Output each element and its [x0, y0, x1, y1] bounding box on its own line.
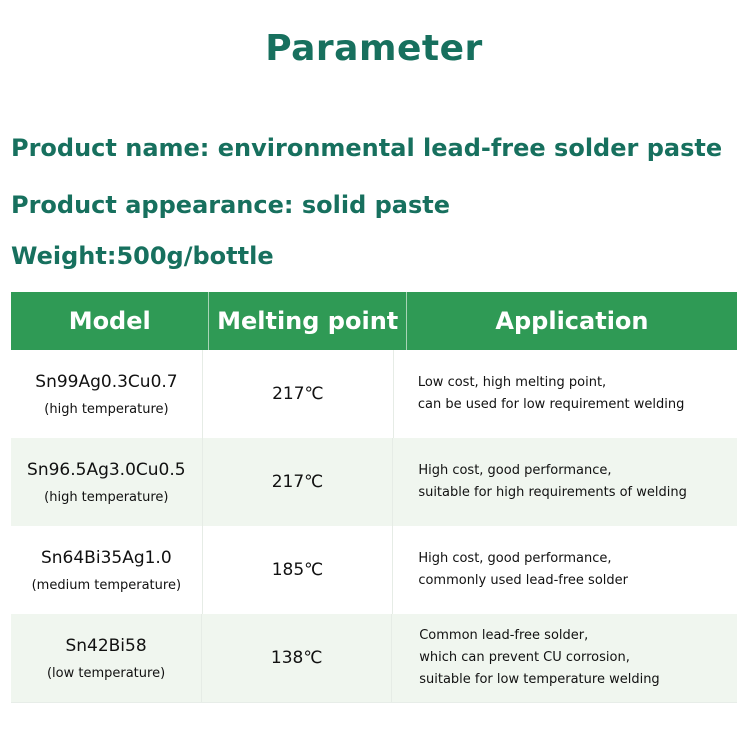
application-cell	[392, 614, 737, 702]
model-name: Sn42Bi58	[65, 635, 147, 656]
application-cell	[393, 438, 737, 526]
application-line: suitable for high requirements of welding	[418, 485, 687, 500]
application-line: High cost, good performance,	[418, 551, 612, 566]
model-temperature: (low temperature)	[46, 665, 166, 681]
model-cell	[11, 350, 203, 438]
header-model: Model	[11, 292, 209, 350]
model-name: Sn99Ag0.3Cu0.7	[35, 371, 178, 392]
application-cell	[393, 526, 737, 614]
table-row	[11, 526, 737, 614]
application-line: commonly used lead-free solder	[418, 573, 628, 588]
application-line: High cost, good performance,	[418, 463, 612, 478]
parameter-table	[11, 292, 737, 703]
model-temperature: (high temperature)	[44, 489, 169, 505]
model-temperature: (high temperature)	[44, 401, 169, 417]
application-line: suitable for low temperature welding	[419, 672, 660, 687]
weight-text: Weight:500g/bottle	[11, 242, 274, 270]
application-line: Common lead-free solder,	[419, 628, 589, 643]
model-name: Sn96.5Ag3.0Cu0.5	[27, 459, 186, 480]
melting-point-cell: 217℃	[203, 438, 394, 526]
table-row	[11, 614, 737, 702]
page-title: Parameter	[265, 28, 483, 69]
application-line: can be used for low requirement welding	[417, 397, 685, 412]
melting-point-cell: 185℃	[203, 526, 394, 614]
model-temperature: (medium temperature)	[31, 577, 182, 593]
header-melting-point: Melting point	[209, 292, 406, 350]
table-header-row	[11, 292, 737, 350]
table-row	[11, 350, 737, 438]
application-line: Low cost, high melting point,	[417, 375, 607, 390]
product-appearance-text: Product appearance: solid paste	[11, 191, 451, 219]
melting-point-cell: 217℃	[203, 350, 394, 438]
header-application: Application	[495, 307, 649, 335]
model-cell	[11, 438, 203, 526]
table-row	[11, 438, 737, 526]
melting-point-cell: 138℃	[202, 614, 392, 702]
product-name-text: Product name: environmental lead-free solder paste	[11, 134, 723, 162]
application-cell	[394, 350, 737, 438]
application-line: which can prevent CU corrosion,	[419, 650, 630, 665]
model-cell	[11, 526, 203, 614]
model-name: Sn64Bi35Ag1.0	[40, 547, 172, 568]
model-cell	[11, 614, 202, 702]
